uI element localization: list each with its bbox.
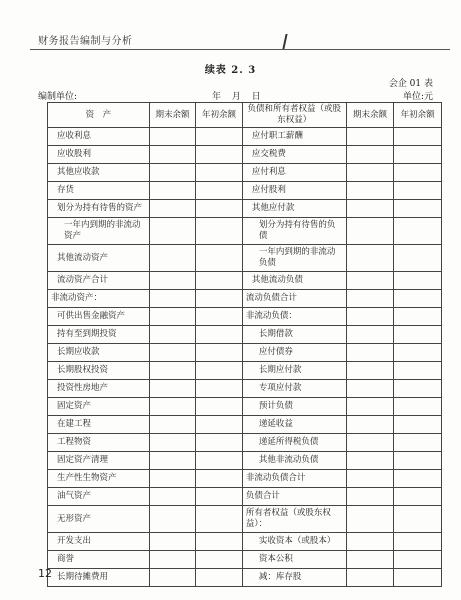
liability-item-label: 非流动负债：: [242, 308, 346, 326]
liability-item-label: 一年内到期的非流动负债: [242, 245, 346, 272]
liab-end-balance-cell: [346, 308, 394, 326]
liability-item-label: 应交税费: [242, 146, 346, 164]
header-liab-end-balance: 期末余额: [346, 103, 394, 128]
table-row: [48, 272, 442, 290]
liab-end-balance-cell: [346, 290, 394, 308]
liability-item-label: 递延收益: [242, 416, 346, 434]
liability-item-label: 负债合计: [242, 488, 346, 506]
asset-end-balance-cell: [149, 272, 196, 290]
asset-end-balance-cell: [149, 569, 196, 587]
asset-end-balance-cell: [149, 380, 196, 398]
asset-item-label: 其他应收款: [48, 164, 150, 182]
liab-begin-balance-cell: [394, 569, 442, 587]
liab-begin-balance-cell: [394, 164, 442, 182]
liab-begin-balance-cell: [394, 146, 442, 164]
table-header-row: [48, 103, 442, 128]
liability-item-label: 划分为持有待售的负债: [242, 218, 346, 245]
asset-begin-balance-cell: [196, 146, 243, 164]
asset-item-label: 流动资产合计: [48, 272, 150, 290]
table-row: [48, 308, 442, 326]
header-rule: [30, 49, 450, 50]
asset-end-balance-cell: [149, 362, 196, 380]
asset-item-label: 商誉: [48, 551, 150, 569]
asset-begin-balance-cell: [196, 551, 243, 569]
liability-item-label: 长期借款: [242, 326, 346, 344]
asset-end-balance-cell: [149, 434, 196, 452]
liab-end-balance-cell: [346, 533, 394, 551]
asset-end-balance-cell: [149, 146, 196, 164]
asset-end-balance-cell: [149, 416, 196, 434]
table-row: [48, 326, 442, 344]
header-mark: [282, 34, 287, 49]
table-row: [48, 200, 442, 218]
liab-end-balance-cell: [346, 470, 394, 488]
liab-begin-balance-cell: [394, 551, 442, 569]
asset-begin-balance-cell: [196, 533, 243, 551]
liab-end-balance-cell: [346, 416, 394, 434]
liability-item-label: 其他流动负债: [242, 272, 346, 290]
asset-end-balance-cell: [149, 470, 196, 488]
asset-item-label: 可供出售金融资产: [48, 308, 150, 326]
liability-item-label: 其他非流动负债: [242, 452, 346, 470]
liability-item-label: 实收资本（或股本）: [242, 533, 346, 551]
liab-end-balance-cell: [346, 506, 394, 533]
liab-begin-balance-cell: [394, 380, 442, 398]
asset-begin-balance-cell: [196, 164, 243, 182]
liab-end-balance-cell: [346, 344, 394, 362]
table-body: [48, 128, 442, 587]
asset-begin-balance-cell: [196, 272, 243, 290]
header-liabilities-equity: 负债和所有者权益（或股东权益）: [242, 103, 346, 128]
liability-item-label: 应付利息: [242, 164, 346, 182]
page-number: 12: [38, 567, 52, 580]
asset-item-label: 长期待摊费用: [48, 569, 150, 587]
liability-item-label: 应付职工薪酬: [242, 128, 346, 146]
date-label: 年 月 日: [212, 92, 261, 102]
asset-end-balance-cell: [149, 245, 196, 272]
asset-item-label: 一年内到期的非流动资产: [48, 218, 150, 245]
table-row: [48, 146, 442, 164]
table-row: [48, 290, 442, 308]
liability-item-label: 其他应付款: [242, 200, 346, 218]
liab-begin-balance-cell: [394, 488, 442, 506]
asset-begin-balance-cell: [196, 362, 243, 380]
liab-begin-balance-cell: [394, 362, 442, 380]
asset-item-label: 工程物资: [48, 434, 150, 452]
asset-begin-balance-cell: [196, 344, 243, 362]
meta-row: [38, 89, 433, 101]
table-row: [48, 452, 442, 470]
table-row: [48, 551, 442, 569]
liab-begin-balance-cell: [394, 182, 442, 200]
header-liab-begin-balance: 年初余额: [394, 103, 442, 128]
liab-begin-balance-cell: [394, 533, 442, 551]
asset-begin-balance-cell: [196, 380, 243, 398]
asset-begin-balance-cell: [196, 218, 243, 245]
asset-begin-balance-cell: [196, 569, 243, 587]
liability-item-label: 长期应付款: [242, 362, 346, 380]
currency-label: 单位:元: [402, 92, 433, 102]
liab-begin-balance-cell: [394, 308, 442, 326]
asset-begin-balance-cell: [196, 434, 243, 452]
asset-item-label: 长期股权投资: [48, 362, 150, 380]
balance-sheet-table: [47, 102, 442, 587]
asset-end-balance-cell: [149, 506, 196, 533]
liab-end-balance-cell: [346, 218, 394, 245]
asset-item-label: 划分为持有待售的资产: [48, 200, 150, 218]
asset-end-balance-cell: [149, 218, 196, 245]
table-row: [48, 362, 442, 380]
liability-item-label: 资本公积: [242, 551, 346, 569]
liab-end-balance-cell: [346, 272, 394, 290]
asset-begin-balance-cell: [196, 398, 243, 416]
asset-end-balance-cell: [149, 326, 196, 344]
asset-item-label: 存货: [48, 182, 150, 200]
liab-end-balance-cell: [346, 398, 394, 416]
asset-begin-balance-cell: [196, 128, 243, 146]
liab-begin-balance-cell: [394, 398, 442, 416]
asset-end-balance-cell: [149, 452, 196, 470]
table-row: [48, 128, 442, 146]
header-asset-end-balance: 期末余额: [149, 103, 196, 128]
asset-item-label: 开发支出: [48, 533, 150, 551]
liability-item-label: 应付债券: [242, 344, 346, 362]
asset-begin-balance-cell: [196, 308, 243, 326]
table-row: [48, 218, 442, 245]
header-asset-begin-balance: 年初余额: [196, 103, 243, 128]
asset-end-balance-cell: [149, 398, 196, 416]
asset-end-balance-cell: [149, 164, 196, 182]
liab-end-balance-cell: [346, 488, 394, 506]
liab-end-balance-cell: [346, 569, 394, 587]
reporting-unit-label: 编制单位:: [38, 92, 78, 102]
liab-end-balance-cell: [346, 182, 394, 200]
asset-item-label: 非流动资产：: [48, 290, 150, 308]
asset-item-label: 持有至到期投资: [48, 326, 150, 344]
table-row: [48, 380, 442, 398]
liability-item-label: 减：库存股: [242, 569, 346, 587]
asset-begin-balance-cell: [196, 182, 243, 200]
liab-begin-balance-cell: [394, 470, 442, 488]
table-row: [48, 434, 442, 452]
asset-begin-balance-cell: [196, 470, 243, 488]
asset-item-label: 在建工程: [48, 416, 150, 434]
asset-end-balance-cell: [149, 200, 196, 218]
asset-item-label: 应收利息: [48, 128, 150, 146]
liability-item-label: 非流动负债合计: [242, 470, 346, 488]
liab-begin-balance-cell: [394, 272, 442, 290]
asset-item-label: 应收股利: [48, 146, 150, 164]
table-row: [48, 569, 442, 587]
liab-begin-balance-cell: [394, 200, 442, 218]
liab-end-balance-cell: [346, 200, 394, 218]
asset-end-balance-cell: [149, 551, 196, 569]
liab-begin-balance-cell: [394, 434, 442, 452]
liability-item-label: 流动负债合计: [242, 290, 346, 308]
header-assets: 资 产: [48, 103, 150, 128]
liab-end-balance-cell: [346, 164, 394, 182]
asset-end-balance-cell: [149, 488, 196, 506]
table-row: [48, 488, 442, 506]
asset-begin-balance-cell: [196, 200, 243, 218]
liab-end-balance-cell: [346, 452, 394, 470]
form-code: 会企 01 表: [388, 79, 433, 89]
asset-item-label: 投资性房地产: [48, 380, 150, 398]
asset-begin-balance-cell: [196, 245, 243, 272]
liab-begin-balance-cell: [394, 218, 442, 245]
liability-item-label: 所有者权益（或股东权益）：: [242, 506, 346, 533]
liab-end-balance-cell: [346, 245, 394, 272]
liab-end-balance-cell: [346, 434, 394, 452]
asset-item-label: 无形资产: [48, 506, 150, 533]
asset-begin-balance-cell: [196, 506, 243, 533]
table-row: [48, 398, 442, 416]
liab-end-balance-cell: [346, 326, 394, 344]
liab-end-balance-cell: [346, 146, 394, 164]
asset-item-label: 油气资产: [48, 488, 150, 506]
asset-item-label: 固定资产: [48, 398, 150, 416]
table-row: [48, 533, 442, 551]
liab-begin-balance-cell: [394, 128, 442, 146]
liab-end-balance-cell: [346, 551, 394, 569]
asset-end-balance-cell: [149, 344, 196, 362]
liability-item-label: 递延所得税负债: [242, 434, 346, 452]
table-title: 续表 2. 3: [204, 65, 257, 76]
liab-begin-balance-cell: [394, 245, 442, 272]
asset-begin-balance-cell: [196, 452, 243, 470]
asset-end-balance-cell: [149, 128, 196, 146]
liab-end-balance-cell: [346, 362, 394, 380]
liab-begin-balance-cell: [394, 344, 442, 362]
liability-item-label: 预计负债: [242, 398, 346, 416]
liab-begin-balance-cell: [394, 452, 442, 470]
table-row: [48, 182, 442, 200]
asset-begin-balance-cell: [196, 488, 243, 506]
table-row: [48, 506, 442, 533]
liability-item-label: 应付股利: [242, 182, 346, 200]
asset-item-label: 固定资产清理: [48, 452, 150, 470]
table-row: [48, 245, 442, 272]
table-row: [48, 344, 442, 362]
liab-begin-balance-cell: [394, 290, 442, 308]
asset-item-label: 其他流动资产: [48, 245, 150, 272]
asset-begin-balance-cell: [196, 290, 243, 308]
liab-end-balance-cell: [346, 380, 394, 398]
liability-item-label: 专项应付款: [242, 380, 346, 398]
liab-begin-balance-cell: [394, 416, 442, 434]
table-row: [48, 416, 442, 434]
asset-end-balance-cell: [149, 308, 196, 326]
liab-begin-balance-cell: [394, 506, 442, 533]
running-header: 财务报告编制与分析: [38, 36, 133, 47]
liab-begin-balance-cell: [394, 326, 442, 344]
liab-end-balance-cell: [346, 128, 394, 146]
asset-end-balance-cell: [149, 533, 196, 551]
asset-item-label: 长期应收款: [48, 344, 150, 362]
table-row: [48, 470, 442, 488]
asset-begin-balance-cell: [196, 416, 243, 434]
asset-end-balance-cell: [149, 182, 196, 200]
asset-end-balance-cell: [149, 290, 196, 308]
asset-begin-balance-cell: [196, 326, 243, 344]
table-row: [48, 164, 442, 182]
asset-item-label: 生产性生物资产: [48, 470, 150, 488]
